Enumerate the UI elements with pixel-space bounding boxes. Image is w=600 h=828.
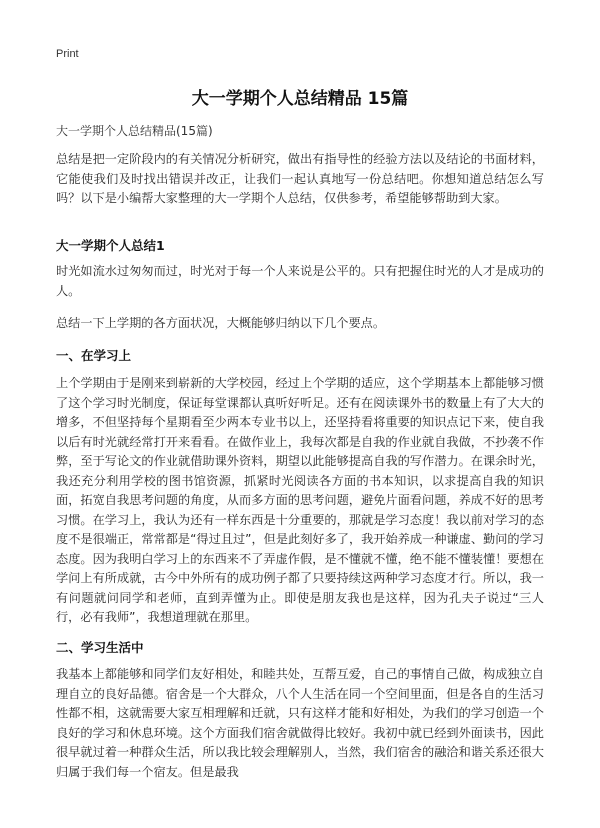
paragraph-2: 总结一下上学期的各方面状况，大概能够归纳以下几个要点。 [56, 316, 386, 330]
document-title: 大一学期个人总结精品 15篇 [191, 89, 409, 109]
print-link[interactable]: Print [56, 48, 79, 60]
paragraph-4: 我基本上都能够和同学们友好相处，和睦共处，互帮互爱，自己的事情自己做，构成独立自理自立的良好品德。宿舍是一个大群众，八个人生活在同一个空间里面，但是各自的生活习性都不相，这就需要大家互相理解和迁就，只有这样才能和好相处，为我们的学习创造一个良好的学习和休息环境。这个方面我们宿舍就做得比较好。我初中就已经到外面读书，因此很早就过着一种群众生活，所以我比较会理解别人，当然，我们宿舍的融洽和谐关系还很大归属于我们每一个宿友。但是最我 [56, 667, 544, 779]
subheading-life: 二、学习生活中 [56, 640, 144, 655]
document-subtitle: 大一学期个人总结精品(15篇) [56, 124, 213, 138]
paragraph-1: 时光如流水过匆匆而过，时光对于每一个人来说是公平的。只有把握住时光的人才是成功的人。 [56, 264, 544, 298]
subheading-study: 一、在学习上 [56, 348, 132, 363]
paragraph-3: 上个学期由于是刚来到崭新的大学校园，经过上个学期的适应，这个学期基本上都能够习惯了这个学习时光制度，保证每堂课都认真听好听足。还有在阅读课外书的数量上有了大大的增多，不但坚持每个星期看至少两本专业书以上，还坚持看将重要的知识点记下来，使自我以后有时光就经常打开来看看。在做作业上，我每次都是自我的作业就自我做，不抄袭不作弊，至于写论文的作业就借助课外资料，期望以此能够提高自我的写作潜力。在课余时光，我还充分利用学校的图书馆资源，抓紧时光阅读各方面的书本知识，以求提高自我的知识面，拓宽自我思考问题的角度，从而多方面的思考问题，避免片面看问题，养成不好的思考习惯。在学习上，我认为还有一样东西是十分重要的，那就是学习态度！我以前对学习的态度不是很端正，常常都是“得过且过”，但是此刻好多了，我开始养成一种谦虚、勤问的学习态度。因为我明白学习上的东西来不了弄虚作假，是不懂就不懂，绝不能不懂装懂！要想在学问上有所成就，古今中外所有的成功例子都了只要持续这两种学习态度才行。所以，我一有问题就问同学和老师，直到弄懂为止。即使是朋友我也是这样，因为孔夫子说过“三人行，必有我师”，我想道理就在那里。 [56, 376, 544, 624]
intro-paragraph: 总结是把一定阶段内的有关情况分析研究，做出有指导性的经验方法以及结论的书面材料，它能使我们及时找出错误并改正，让我们一起认真地写一份总结吧。你想知道总结怎么写吗？以下是小编帮大家整理的大一学期个人总结，仅供参考，希望能够帮助到大家。 [56, 152, 544, 205]
section-heading: 大一学期个人总结1 [56, 238, 165, 253]
